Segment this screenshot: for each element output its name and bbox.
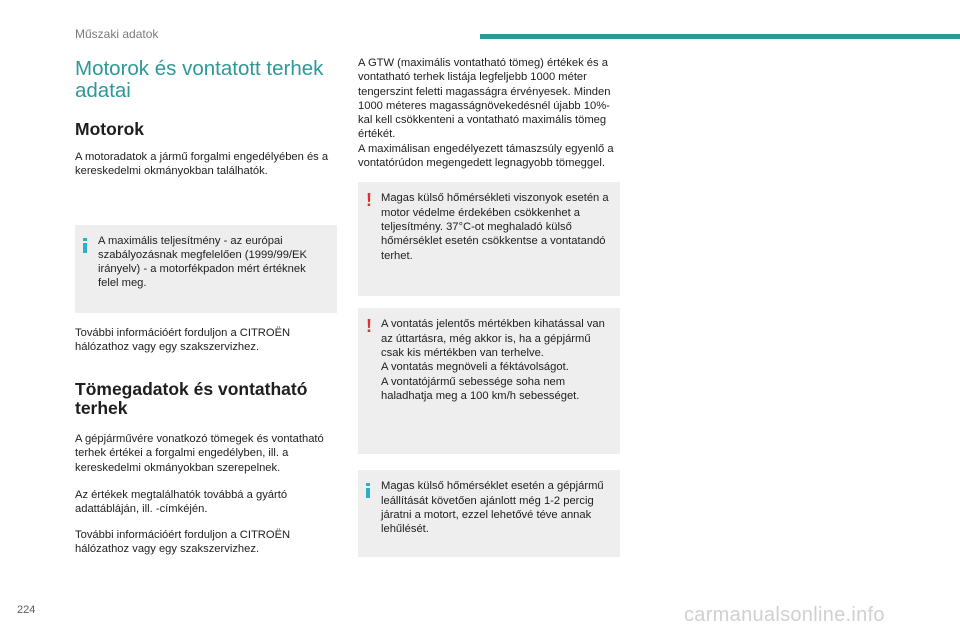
exclamation-icon: ! xyxy=(366,316,372,337)
left-column xyxy=(75,58,337,556)
warning-note-towing-text-1: A vontatás jelentős mértékben kihatással van az úttartásra, még akkor is, ha a gépjármű csak kis mértékben van terhelve. xyxy=(381,318,605,359)
warning-note-towing-text-2: A vontatás megnöveli a féktávolságot. xyxy=(381,361,569,374)
weights-paragraph-1: A gépjárművére vonatkozó tömegek és vontatható terhek értékei a forgalmi engedélyben, ill. a kereskedelmi okmányokban szerepelnek. xyxy=(75,433,324,474)
info-note xyxy=(75,225,337,313)
engines-heading: Motorok xyxy=(75,119,145,139)
running-header: Műszaki adatok xyxy=(75,27,159,41)
warning-note-towing xyxy=(358,308,620,454)
exclamation-icon: ! xyxy=(366,190,372,211)
info-note-cooling-text: Magas külső hőmérséklet esetén a gépjármű leállítását követően ajánlott még 1-2 percig járatni a motort, ezzel lehetővé téve annak lehűlését. xyxy=(381,480,604,536)
warning-note-temperature xyxy=(358,182,620,296)
watermark: carmanualsonline.info xyxy=(684,604,885,626)
weights-more-info: További információért forduljon a CITROËN hálózathoz vagy egy szakszervizhez. xyxy=(75,528,291,555)
gtw-paragraph: A GTW (maximális vontatható tömeg) értékek és a vontatható terhek listája legfeljebb 1000 méter tengerszint feletti magasságra érvényesek. Minden 1000 méteres magasságnövekedésnél újabb 10%-kal kell csökkenteni a vontatható maximális tömeg értékét. xyxy=(358,57,611,141)
info-icon xyxy=(83,238,87,252)
warning-note-towing-text-3: A vontatójármű sebessége soha nem haladhatja meg a 100 km/h sebességet. xyxy=(381,375,580,402)
header-accent-bar xyxy=(480,34,960,39)
weights-paragraph-2: Az értékek megtalálhatók továbbá a gyártó adattábláján, ill. -címkéjén. xyxy=(75,489,288,516)
right-column xyxy=(358,56,620,557)
weights-heading: Tömegadatok és vontatható terhek xyxy=(75,379,308,419)
info-note-text: A maximális teljesítmény - az európai szabályozásnak megfelelően (1999/99/EK irányelv) - a motorfékpadon mért értéknek felel meg. xyxy=(98,234,307,290)
info-note-cooling xyxy=(358,470,620,557)
engines-more-info: További információért forduljon a CITROËN hálózathoz vagy egy szakszervizhez. xyxy=(75,326,291,353)
towbar-paragraph: A maximálisan engedélyezett támaszsúly egyenlő a vontatórúdon megengedett legnagyobb tömeggel. xyxy=(358,142,614,170)
engines-intro: A motoradatok a jármű forgalmi engedélyében és a kereskedelmi okmányokban találhatók. xyxy=(75,151,329,178)
page-number: 224 xyxy=(17,604,36,616)
page-title: Motorok és vontatott terhek adatai xyxy=(75,57,324,102)
info-icon xyxy=(366,483,370,497)
warning-note-temperature-text: Magas külső hőmérsékleti viszonyok esetén a motor védelme érdekében csökkenhet a teljesítmény. 37°C-ot meghaladó külső hőmérséklet esetén csökkentse a vontatandó terhet. xyxy=(381,192,609,262)
